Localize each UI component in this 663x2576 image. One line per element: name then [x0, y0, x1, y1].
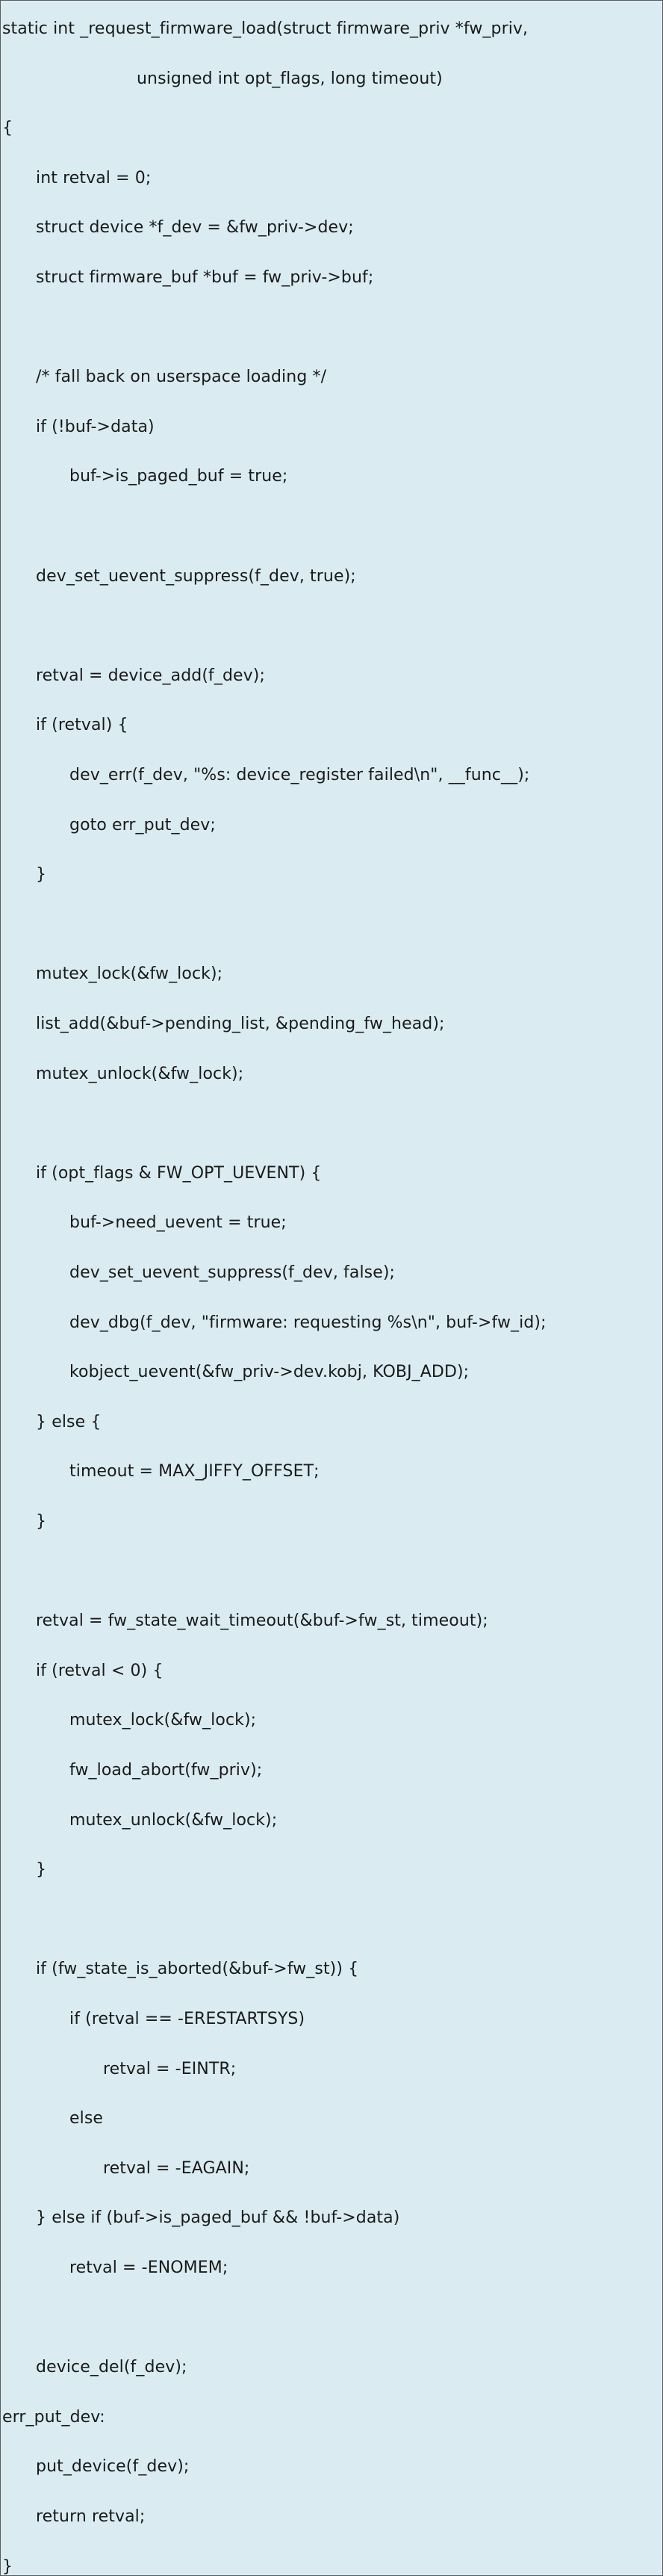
code-line: dev_err(f_dev, "%s: device_register failed\n", __func__);	[69, 766, 530, 784]
code-line: dev_set_uevent_suppress(f_dev, true);	[36, 566, 356, 586]
code-line: }	[36, 865, 47, 885]
code-line: mutex_lock(&fw_lock);	[69, 1711, 257, 1730]
code-line: /* fall back on userspace loading */	[36, 368, 327, 387]
code-line: return retval;	[36, 2507, 146, 2526]
code-line: buf->need_uevent = true;	[69, 1213, 287, 1233]
code-line: fw_load_abort(fw_priv);	[69, 1761, 263, 1780]
code-line: if (retval == -ERESTARTSYS)	[69, 2010, 305, 2028]
code-line: err_put_dev:	[2, 2407, 105, 2427]
code-line: if (fw_state_is_aborted(&buf->fw_st)) {	[36, 1960, 359, 1979]
code-line: dev_dbg(f_dev, "firmware: requesting %s\n", buf->fw_id);	[69, 1313, 547, 1332]
code-line: if (opt_flags & FW_OPT_UEVENT) {	[36, 1163, 322, 1183]
code-line: goto err_put_dev;	[69, 815, 216, 835]
code-line: if (!buf->data)	[36, 417, 155, 436]
code-line: unsigned int opt_flags, long timeout)	[137, 69, 443, 88]
code-line: mutex_lock(&fw_lock);	[36, 965, 223, 984]
code-line: mutex_unlock(&fw_lock);	[36, 1064, 244, 1083]
code-line: retval = -EINTR;	[103, 2059, 237, 2078]
code-line: }	[36, 1860, 47, 1880]
code-line: put_device(f_dev);	[36, 2457, 190, 2477]
code-line: if (retval) {	[36, 716, 128, 735]
code-line: timeout = MAX_JIFFY_OFFSET;	[69, 1462, 320, 1481]
code-line: if (retval < 0) {	[36, 1661, 164, 1680]
code-line: } else {	[36, 1412, 102, 1431]
code-line: struct firmware_buf *buf = fw_priv->buf;	[36, 268, 374, 287]
code-line: device_del(f_dev);	[36, 2358, 187, 2377]
code-line: struct device *f_dev = &fw_priv->dev;	[36, 218, 354, 238]
code-line: list_add(&buf->pending_list, &pending_fw_head);	[36, 1015, 445, 1033]
code-line: retval = -EAGAIN;	[103, 2158, 250, 2178]
code-line: kobject_uevent(&fw_priv->dev.kobj, KOBJ_ADD);	[69, 1363, 470, 1382]
code-line: } else if (buf->is_paged_buf && !buf->data)	[36, 2208, 400, 2228]
code-line: }	[36, 1512, 47, 1531]
code-line: retval = -ENOMEM;	[69, 2258, 228, 2277]
code-line: else	[69, 2109, 104, 2128]
code-line: }	[2, 2557, 13, 2576]
code-line: retval = fw_state_wait_timeout(&buf->fw_st, timeout);	[36, 1611, 488, 1631]
code-line: retval = device_add(f_dev);	[36, 666, 265, 685]
code-line: int retval = 0;	[36, 168, 152, 188]
code-line: buf->is_paged_buf = true;	[69, 467, 288, 486]
code-line: {	[2, 119, 13, 138]
code-line: dev_set_uevent_suppress(f_dev, false);	[69, 1263, 396, 1282]
code-line: mutex_unlock(&fw_lock);	[69, 1810, 278, 1830]
code-line: static int _request_firmware_load(struct firmware_priv *fw_priv,	[2, 19, 529, 38]
